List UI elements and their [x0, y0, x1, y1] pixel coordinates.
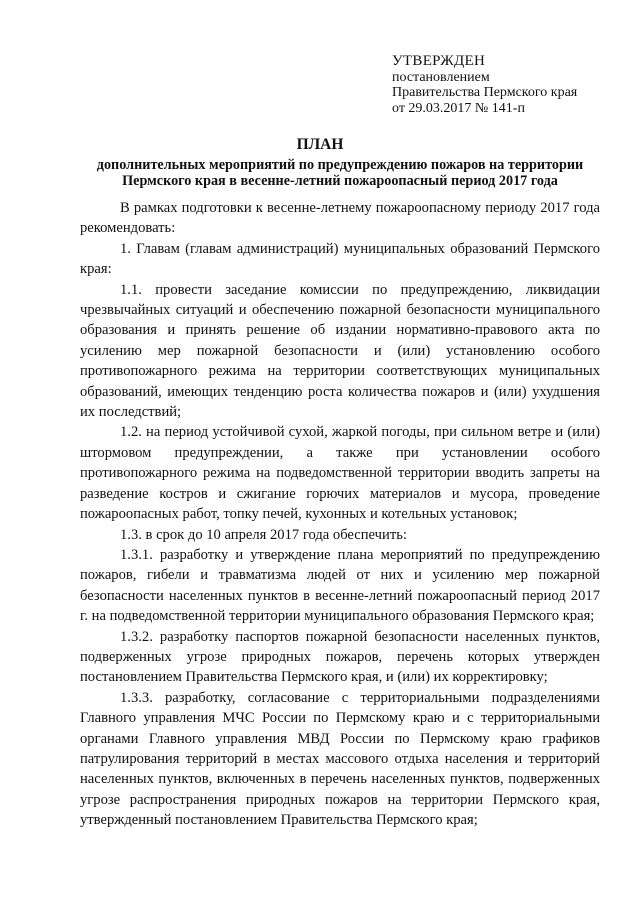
subtitle-line-2: Пермского края в весенне-летний пожароопасный период 2017 года	[122, 173, 558, 189]
approved-label: УТВЕРЖДЕН	[392, 53, 486, 69]
approval-line-date-number: от 29.03.2017 № 141-п	[392, 100, 525, 116]
approval-line-resolution: постановлением	[392, 69, 490, 85]
subtitle-line-1: дополнительных мероприятий по предупреждению пожаров на территории	[96, 157, 584, 173]
paragraph-1: 1. Главам (главам администраций) муниципальных образований Пермского края:	[80, 240, 600, 278]
approval-stamp	[392, 54, 577, 116]
paragraph-intro: В рамках подготовки к весенне-летнему пожароопасному периоду 2017 года рекомендовать:	[80, 200, 600, 237]
paragraph-1-3-1: 1.3.1. разработку и утверждение плана мероприятий по предупреждению пожаров, гибели и травматизма людей от них и усилению мер пожарной безопасности населенных пунктов в весенне-летний пожароопасный период 2017 г. на подведомственной территории муниципального образования Пермского края;	[80, 546, 600, 625]
paragraph-1-3-3: 1.3.3. разработку, согласование с территориальными подразделениями Главного управления МЧС России по Пермскому краю и с территориальными органами Главного управления МВД России по Пермскому краю графиков патрулирования территорий в местах массового отдыха населения и территорий населенных пунктов, включенных в перечень населенных пунктов, подверженных угрозе распространения природных пожаров на территории Пермского края, утвержденный постановлением Правительства Пермского края;	[80, 689, 600, 829]
paragraph-1-3: 1.3. в срок до 10 апреля 2017 года обеспечить:	[120, 526, 407, 543]
approval-line-government: Правительства Пермского края	[392, 85, 578, 100]
paragraph-1-2: 1.2. на период устойчивой сухой, жаркой погоды, при сильном ветре и (или) штормовом предупреждении, а также при установлении особого противопожарного режима на подведомственной территории вводить запреты на разведение костров и сжигание горючих материалов и мусора, проведение пожароопасных работ, топку печей, кухонных и котельных установок;	[80, 424, 600, 523]
document-title: ПЛАН	[296, 136, 344, 153]
paragraph-1-3-2: 1.3.2. разработку паспортов пожарной безопасности населенных пунктов, подверженных угрозе природных пожаров, перечень которых утвержден постановлением Правительства Пермского края, и (или) их корректировку;	[80, 628, 600, 686]
paragraph-1-1: 1.1. провести заседание комиссии по предупреждению, ликвидации чрезвычайных ситуаций и обеспечению пожарной безопасности муниципального образования и принять решение об издании нормативно-правового акта по усилению мер пожарной безопасности и (или) установлению особого противопожарного режима на территории соответствующих муниципальных образований, имеющих тенденцию роста количества пожаров и (или) ухудшения их последствий;	[80, 281, 600, 421]
document-subtitle	[80, 157, 600, 189]
document-body	[80, 198, 600, 831]
